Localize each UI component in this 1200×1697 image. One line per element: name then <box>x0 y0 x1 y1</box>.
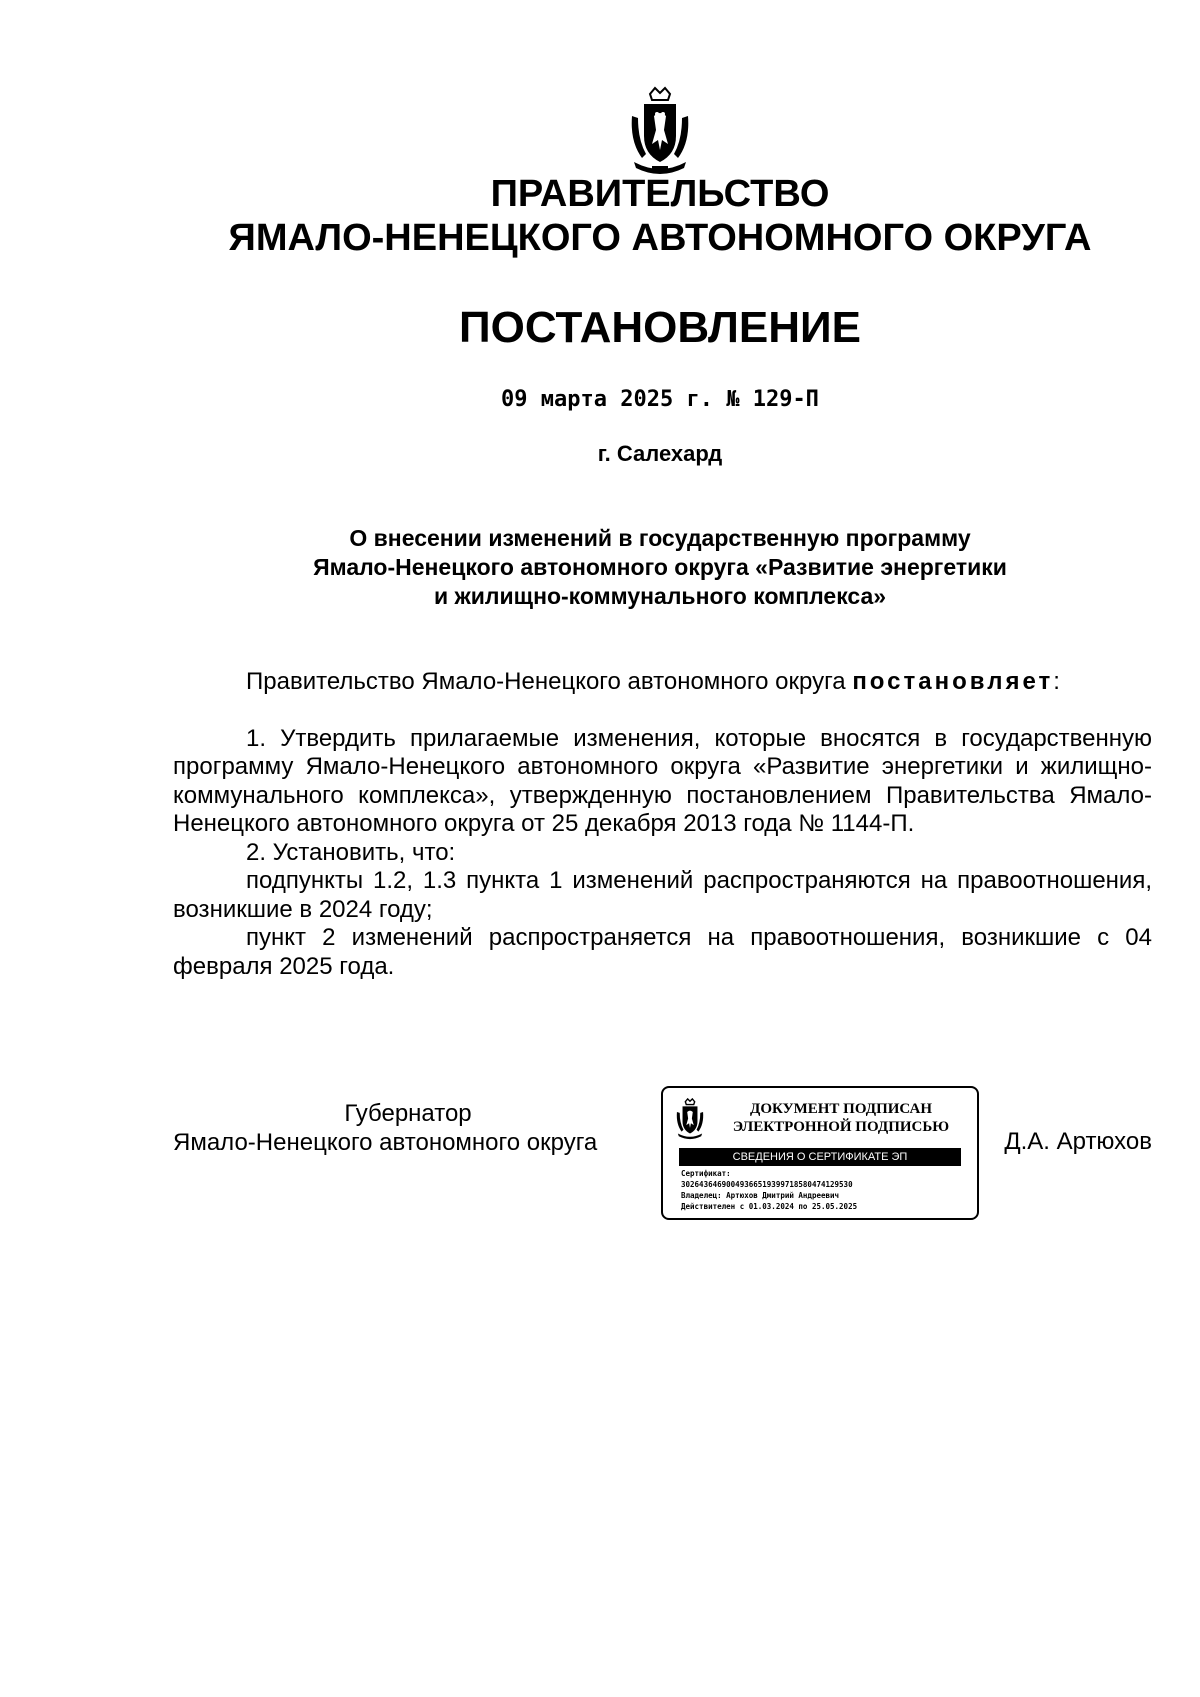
stamp-heading <box>713 1100 969 1136</box>
subject-line: О внесении изменений в государственную программу <box>349 525 971 551</box>
government-region-title: ЯМАЛО-НЕНЕЦКОГО АВТОНОМНОГО ОКРУГА <box>228 217 1092 259</box>
certificate-owner: Владелец: Артюхов Дмитрий Андреевич <box>681 1191 840 1200</box>
intro-text: Правительство Ямало-Ненецкого автономного округа <box>246 668 853 695</box>
subject-line: и жилищно-коммунального комплекса» <box>433 583 887 609</box>
certificate-label: Сертификат: <box>681 1169 731 1178</box>
paragraph-4: пункт 2 изменений распространяется на правоотношения, возникшие с 04 февраля 2025 года. <box>173 924 1152 980</box>
document-date-number: 09 марта 2025 г. № 129-П <box>501 387 819 412</box>
signatory-region: Ямало-Ненецкого автономного округа <box>173 1128 598 1156</box>
stamp-coat-of-arms-icon <box>675 1098 705 1140</box>
document-city: г. Салехард <box>597 441 723 466</box>
coat-of-arms-icon <box>628 86 692 176</box>
electronic-signature-stamp <box>661 1086 979 1220</box>
paragraph-3: подпункты 1.2, 1.3 пункта 1 изменений распространяются на правоотношения, возникшие в 2024 году; <box>173 867 1152 923</box>
document-subject <box>0 524 1200 611</box>
certificate-info-bar: СВЕДЕНИЯ О СЕРТИФИКАТЕ ЭП <box>679 1148 961 1166</box>
stamp-heading-line: ЭЛЕКТРОННОЙ ПОДПИСЬЮ <box>732 1119 950 1135</box>
resolution-intro <box>173 668 1152 697</box>
signatory-name: Д.А. Артюхов <box>1004 1128 1152 1155</box>
certificate-number: 30264364690049366519399718580474129530 <box>681 1180 853 1189</box>
subject-line: Ямало-Ненецкого автономного округа «Развитие энергетики <box>313 554 1007 580</box>
signatory-position <box>173 1100 643 1157</box>
intro-colon: : <box>1053 668 1060 695</box>
document-type: ПОСТАНОВЛЕНИЕ <box>458 303 862 352</box>
paragraph-1: 1. Утвердить прилагаемые изменения, которые вносятся в государственную программу Ямало-Ненецкого автономного округа «Развитие энергетики и жилищно-коммунального комплекса», утвержденную постановлением Правительства Ямало-Ненецкого автономного округа от 25 декабря 2013 года № 1144-П. <box>173 724 1152 837</box>
document-body <box>173 668 1152 981</box>
paragraph-2: 2. Установить, что: <box>246 838 456 866</box>
government-title: ПРАВИТЕЛЬСТВО <box>490 173 830 215</box>
certificate-details <box>681 1168 971 1212</box>
signatory-title: Губернатор <box>344 1100 472 1127</box>
stamp-heading-line: ДОКУМЕНТ ПОДПИСАН <box>750 1101 932 1117</box>
resolution-verb: постановляет <box>852 668 1054 695</box>
certificate-validity: Действителен с 01.03.2024 по 25.05.2025 <box>681 1202 858 1211</box>
signature-block <box>173 1086 1152 1226</box>
